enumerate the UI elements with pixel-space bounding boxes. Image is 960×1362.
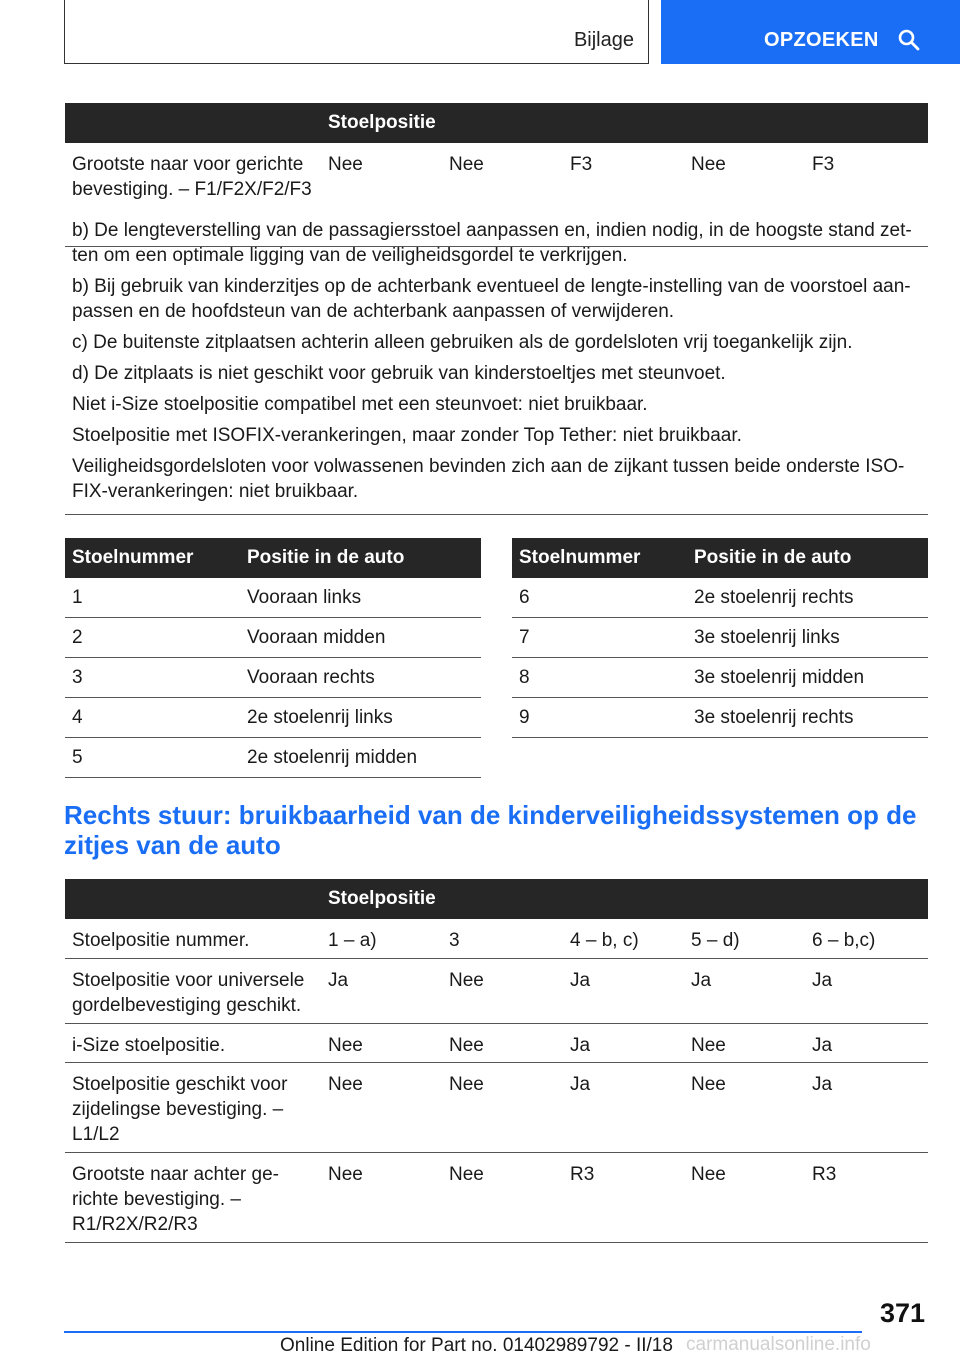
table-cell: Nee (449, 1074, 484, 1095)
table-row: 3 Vooraan rechts (65, 658, 481, 698)
row-label: Grootste naar voor gerichte bevestiging. – F1/F2X/F2/F3 (72, 154, 312, 200)
search-button[interactable] (661, 0, 960, 64)
watermark: carmanualsonline.info (686, 1334, 871, 1355)
table-row: 5 2e stoelenrij midden (65, 738, 481, 778)
search-icon (897, 28, 921, 52)
table-row (65, 959, 928, 1024)
table-cell: Nee (449, 1035, 484, 1056)
table-cell: 4 – b, c) (570, 930, 639, 951)
table-row: 4 2e stoelenrij links (65, 698, 481, 738)
table-header: Stoelpositie (65, 879, 928, 919)
table-cell: R3 (812, 1164, 837, 1185)
table-cell: Nee (328, 1164, 363, 1185)
table-cell: Nee (691, 1164, 726, 1185)
table-cell: Nee (328, 1074, 363, 1095)
footnote: Stoelpositie met ISOFIX-verankeringen, maar zonder Top Tether: niet bruikbaar. (72, 425, 742, 446)
table-cell: F3 (812, 154, 835, 175)
table-cell: Ja (570, 1074, 591, 1095)
table-cell: 1 – a) (328, 930, 377, 951)
table-cell: Ja (328, 970, 349, 991)
table-header: Stoelnummer Positie in de auto (512, 538, 928, 578)
table-row (65, 919, 928, 959)
table-header: Stoelpositie (65, 103, 928, 143)
row-label: Stoelpositie nummer. (72, 930, 250, 951)
footnote: b) De lengteverstelling van de passagiersstoel aanpassen en, indien nodig, in de hoogste stand zet- ten om een optimale ligging van de veiligheidsgordel te verkrijgen. (72, 220, 912, 266)
footnote: c) De buitenste zitplaatsen achterin alleen gebruiken als de gordelsloten vrij toegankelijk zijn. (72, 332, 853, 353)
table-cell: Nee (691, 1074, 726, 1095)
divider (65, 514, 928, 515)
section-tab (64, 0, 649, 64)
row-label: Stoelpositie geschikt voor zijdelingse bevestiging. – L1/L2 (72, 1074, 288, 1145)
table-cell: 3 (449, 930, 460, 951)
footnote: Niet i-Size stoelpositie compatibel met een steunvoet: niet bruikbaar. (72, 394, 648, 415)
footnote: b) Bij gebruik van kinderzitjes op de achterbank eventueel de lengte-instelling van de voorstoel aan- passen en de hoofdsteun van de achterbank aanpassen of verwijderen. (72, 276, 911, 322)
table-cell: Nee (328, 154, 363, 175)
table-cell: Ja (570, 970, 591, 991)
table-cell: Nee (328, 1035, 363, 1056)
table-row (65, 1024, 928, 1063)
table-row: 2 Vooraan midden (65, 618, 481, 658)
search-button-label: OPZOEKEN (764, 29, 879, 51)
row-label: Grootste naar achter ge- richte bevestiging. – R1/R2X/R2/R3 (72, 1164, 279, 1235)
table-row: 7 3e stoelenrij links (512, 618, 928, 658)
row-label: Stoelpositie voor universele gordelbevestiging geschikt. (72, 970, 305, 1016)
seat-position-table-rhd (65, 879, 928, 1243)
seat-number-table-left (65, 538, 481, 778)
table-cell: Nee (449, 970, 484, 991)
section-heading: Rechts stuur: bruikbaarheid van de kinderveiligheidssystemen op de zitjes van de auto (64, 800, 917, 860)
table-cell: Ja (812, 1074, 833, 1095)
table-cell: Ja (812, 970, 833, 991)
table-cell: Nee (449, 154, 484, 175)
table-cell: F3 (570, 154, 593, 175)
table-cell: Ja (691, 970, 712, 991)
seat-number-table-right (512, 538, 928, 738)
footnote: Veiligheidsgordelsloten voor volwassenen bevinden zich aan de zijkant tussen beide onderste ISO- FIX-verankeringen: niet bruikbaar. (72, 456, 905, 502)
table-cell: Ja (812, 1035, 833, 1056)
table-cell: R3 (570, 1164, 595, 1185)
page-number: 371 (880, 1298, 926, 1328)
table-row (65, 1153, 928, 1243)
table-cell: Nee (691, 154, 726, 175)
footer-divider (64, 1331, 862, 1333)
section-title: Bijlage (573, 29, 634, 51)
edition-text: Online Edition for Part no. 01402989792 - II/18 (280, 1335, 673, 1356)
table-row: 8 3e stoelenrij midden (512, 658, 928, 698)
row-label: i-Size stoelpositie. (72, 1035, 226, 1056)
table-cell: 6 – b,c) (812, 930, 876, 951)
table-row: 6 2e stoelenrij rechts (512, 578, 928, 618)
table-row (65, 1063, 928, 1153)
footnote: d) De zitplaats is niet geschikt voor gebruik van kinderstoeltjes met steunvoet. (72, 363, 726, 384)
table-cell: Nee (691, 1035, 726, 1056)
table-cell: 5 – d) (691, 930, 740, 951)
footnotes (72, 218, 922, 510)
table-header: Stoelnummer Positie in de auto (65, 538, 481, 578)
table-row: 9 3e stoelenrij rechts (512, 698, 928, 738)
table-cell: Nee (449, 1164, 484, 1185)
table-cell: Ja (570, 1035, 591, 1056)
table-row: 1 Vooraan links (65, 578, 481, 618)
